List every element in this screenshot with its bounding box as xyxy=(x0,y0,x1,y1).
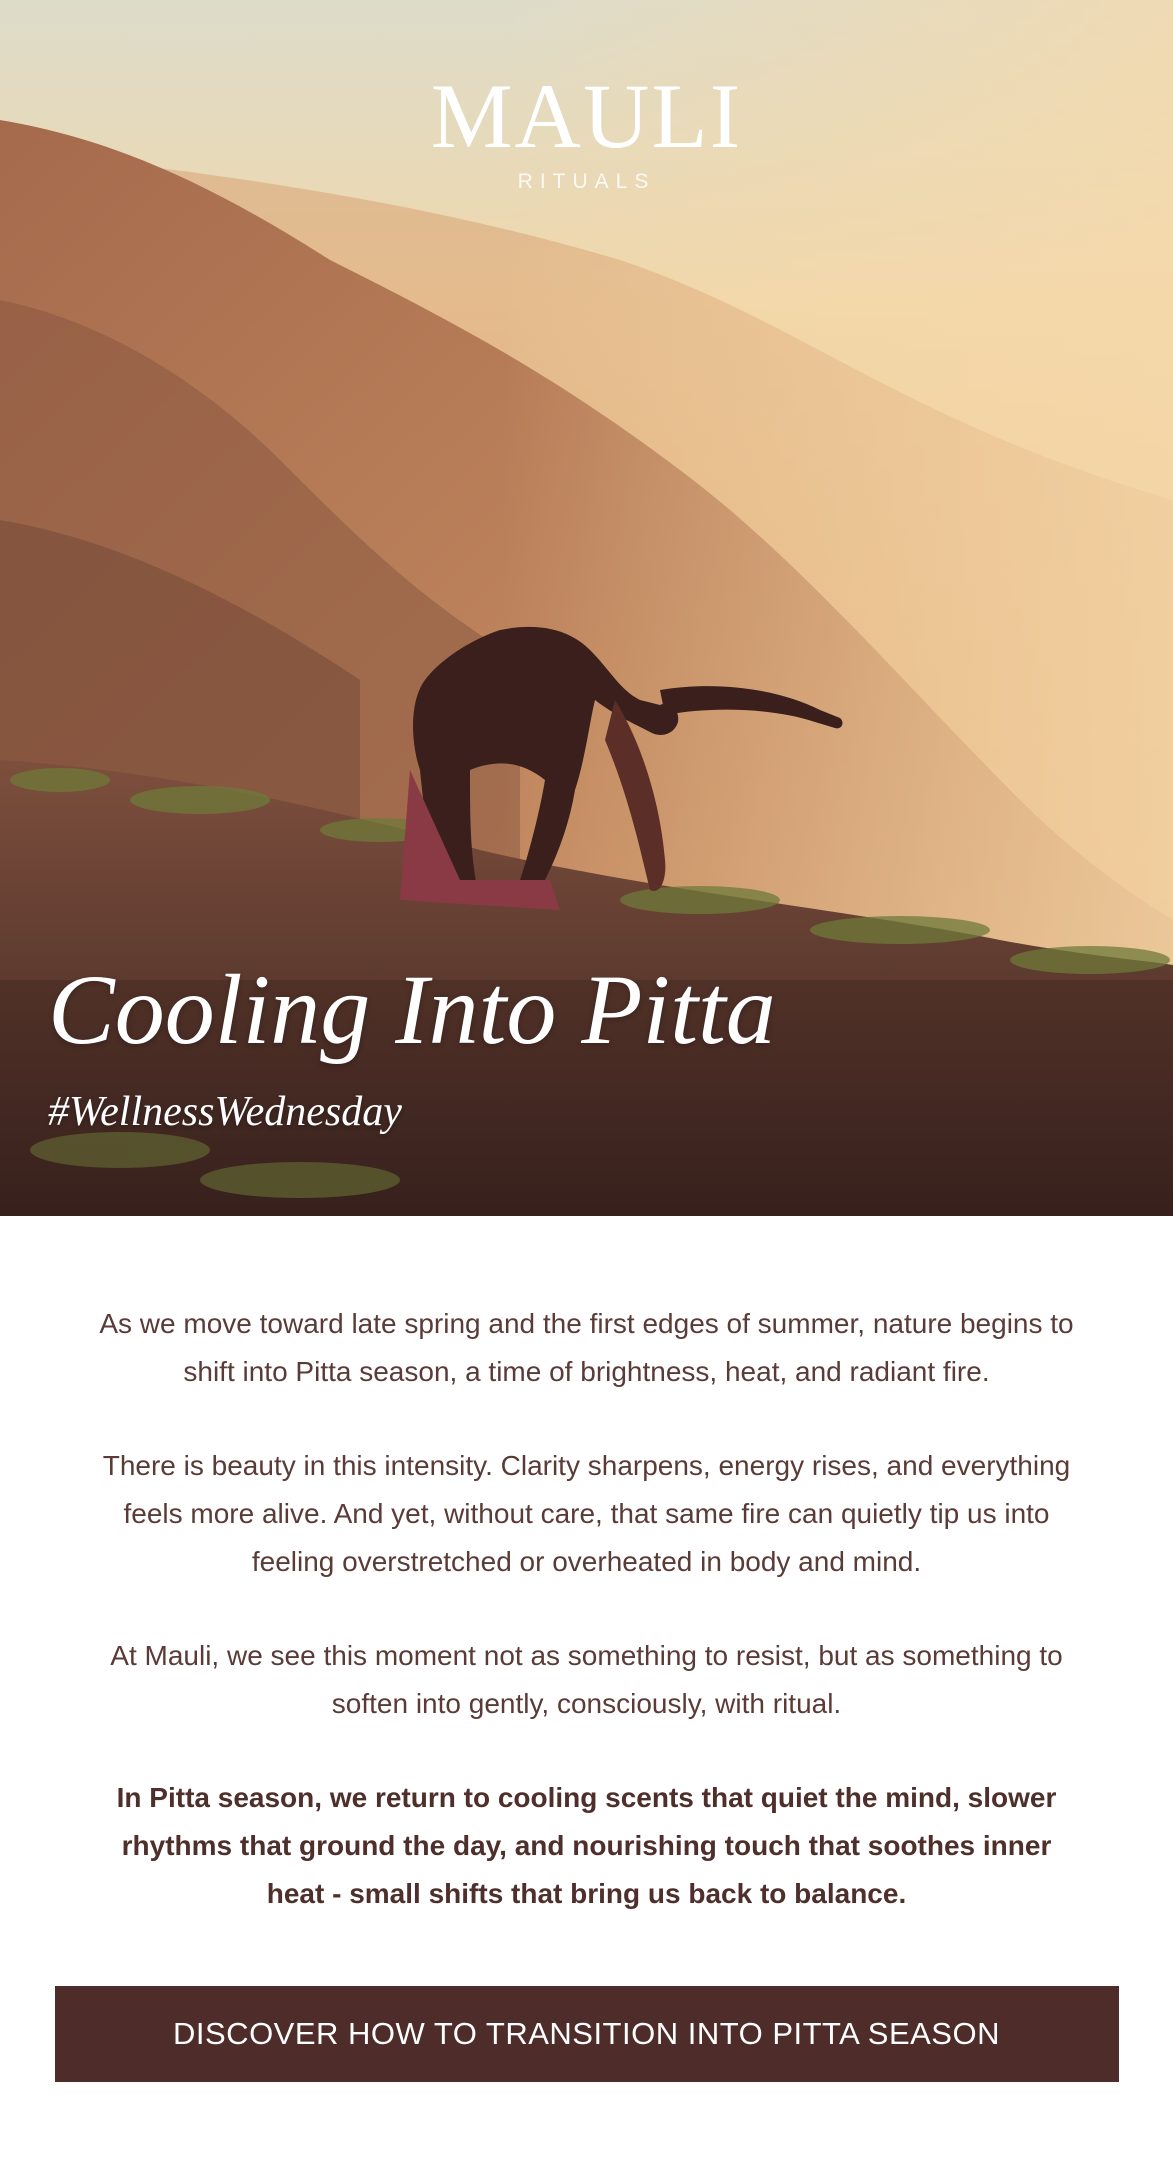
hero-title: Cooling Into Pitta xyxy=(48,954,776,1065)
email-body xyxy=(0,1216,1173,2082)
hero-hashtag: #WellnessWednesday xyxy=(48,1089,402,1135)
body-paragraph-2: There is beauty in this intensity. Clarity sharpens, energy rises, and everything feels more alive. And yet, without care, that same fire can quietly tip us into feeling overstretched or overheated in body and mind. xyxy=(102,1450,1071,1577)
brand-tagline: RITUALS xyxy=(517,170,656,193)
body-paragraph-3: At Mauli, we see this moment not as something to resist, but as something to soften into gently, consciously, with ritual. xyxy=(110,1640,1063,1719)
brand-logo[interactable] xyxy=(0,65,1173,194)
body-paragraph-1: As we move toward late spring and the first edges of summer, nature begins to shift into Pitta season, a time of brightness, heat, and radiant fire. xyxy=(99,1308,1074,1387)
discover-pitta-season-button[interactable]: DISCOVER HOW TO TRANSITION INTO PITTA SEASON xyxy=(55,1986,1119,2082)
brand-name: MAULI xyxy=(430,65,743,167)
body-paragraph-4-emphasis: In Pitta season, we return to cooling scents that quiet the mind, slower rhythms that ground the day, and nourishing touch that soothes inner heat - small shifts that bring us back to balance. xyxy=(116,1782,1057,1909)
